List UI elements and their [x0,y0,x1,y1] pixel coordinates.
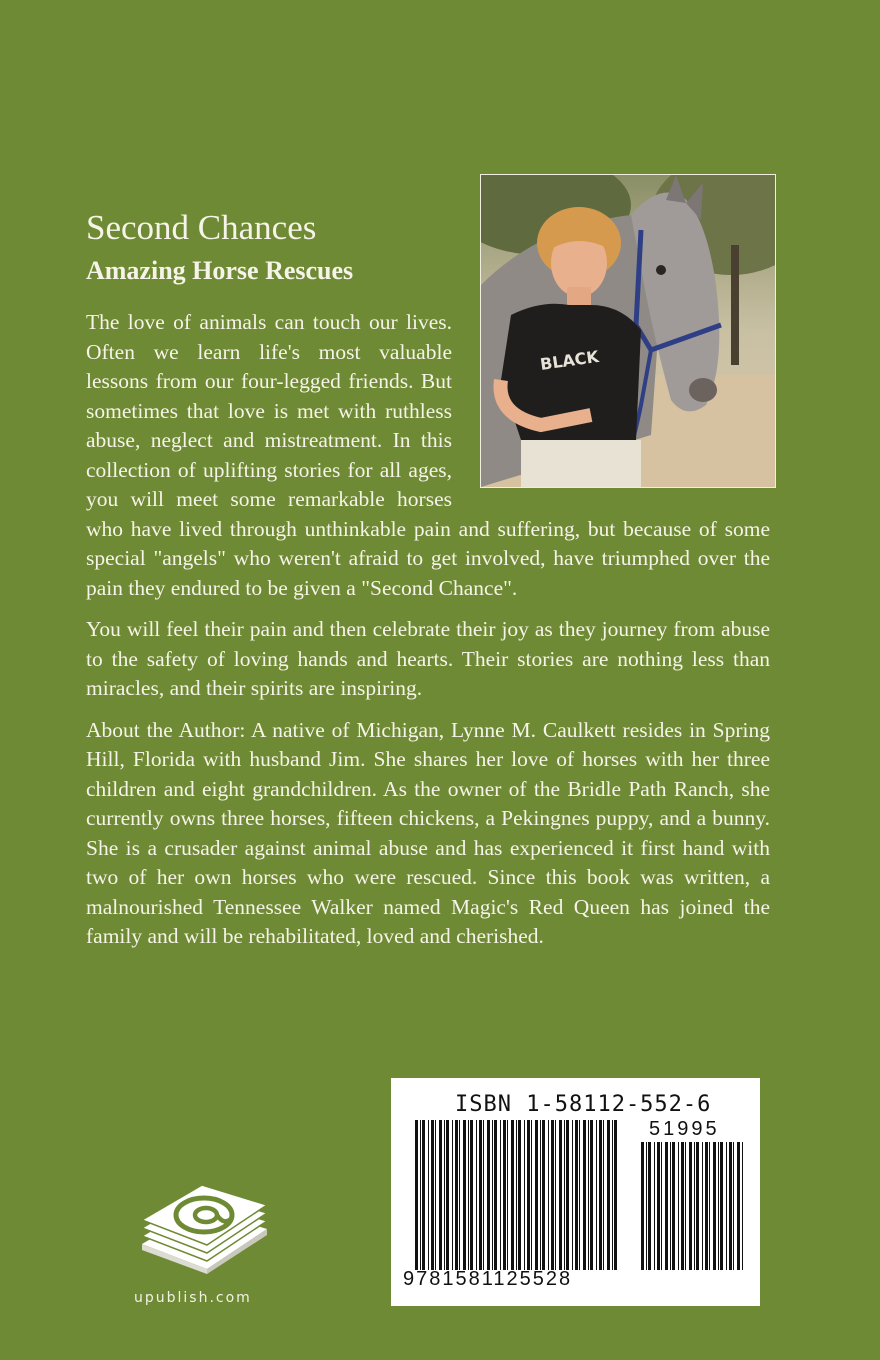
barcode-bar [705,1142,708,1270]
blurb-paragraph-2: You will feel their pain and then celebrate their joy as they journey from abuse to the safety of loving hands and hearts. Their stories are nothing less than miracles, and their spirits are inspiring. [86,617,770,700]
barcode-bar [527,1120,530,1270]
barcode-bar [463,1120,466,1270]
barcode-bar [452,1120,453,1270]
barcode-bar [596,1120,597,1270]
barcode-bar [726,1142,727,1270]
barcode-bar [479,1120,482,1270]
back-cover-blurb [86,308,770,964]
barcode-bar [459,1120,460,1270]
barcode-bar [661,1142,662,1270]
barcode-bar [654,1142,655,1270]
barcode-bar [435,1120,436,1270]
at-sign-book-stack-icon [132,1174,272,1274]
barcode-bar [483,1120,484,1270]
barcode-bar [507,1120,508,1270]
barcode-bar [670,1142,671,1270]
barcode-bar [607,1120,610,1270]
ean-digits: 9781581125528 [403,1268,573,1290]
barcode-bar [487,1120,490,1270]
barcode-bar [678,1142,679,1270]
barcode-bar [415,1120,418,1270]
barcode-bar [685,1142,686,1270]
barcode-bar [559,1120,562,1270]
barcode-bar [494,1120,497,1270]
barcode-bar [614,1120,617,1270]
barcode-bar [455,1120,458,1270]
barcode-bar [511,1120,514,1270]
blurb-paragraph-1: The love of animals can touch our lives. Often we learn life's most valuable lessons from our four-legged friends. But sometimes that love is met with ruthless abuse, neglect and mistreatment. In this collection of uplifting stories for all ages, you will meet some remarkable horses who have lived through unthinkable pain and suffering, but because of some special "angels" who weren't afraid to get involved, have triumphed over the pain they endured to be given a "Second Chance". [86,310,770,600]
barcode-bar [446,1120,449,1270]
barcode-bar [566,1120,569,1270]
barcode-bar [742,1142,743,1270]
price-code: 51995 [649,1118,720,1140]
barcode-bar [657,1142,660,1270]
barcode-bar [696,1142,699,1270]
barcode-bar [542,1120,545,1270]
barcode-bar [470,1120,473,1270]
barcode-bar [516,1120,517,1270]
barcode-bar [641,1142,644,1270]
barcode-bar [720,1142,723,1270]
barcode-bar [468,1120,469,1270]
barcode-bar [431,1120,434,1270]
barcode-bar [737,1142,740,1270]
barcode-bar [665,1142,668,1270]
barcode-bar [540,1120,541,1270]
barcode-bar [428,1120,429,1270]
barcode-bar [503,1120,506,1270]
barcode-bar [729,1142,732,1270]
barcode-bar [500,1120,501,1270]
barcode-bar [733,1142,734,1270]
barcode-bar [694,1142,695,1270]
barcode-bar [575,1120,578,1270]
barcode-bar [444,1120,445,1270]
barcode-bar [709,1142,710,1270]
barcode-bar [492,1120,493,1270]
barcode-bar [518,1120,521,1270]
barcode-bar [551,1120,554,1270]
barcode-bar [648,1142,651,1270]
barcode-bar [439,1120,442,1270]
barcode-bar [588,1120,589,1270]
barcode-bar [702,1142,703,1270]
barcode-bar [583,1120,586,1270]
barcode-bar [531,1120,532,1270]
about-author-paragraph: About the Author: A native of Michigan, Lynne M. Caulkett resides in Spring Hill, Florida with husband Jim. She shares her love of horses with her three children and eight grandchildren. As the owner of the Bridle Path Ranch, she currently owns three horses, fifteen chickens, a Pekingnes puppy, and a bunny. She is a crusader against animal abuse and has experienced it first hand with two of her own horses who were rescued. Since this book was written, a malnourished Tennessee Walker named Magic's Red Queen has joined the family and will be rehabilitated, loved and cherished. [86,717,770,948]
book-title: Second Chances [86,208,317,247]
barcode-bar [681,1142,684,1270]
barcode-bar [590,1120,593,1270]
barcode-bar [548,1120,549,1270]
barcode-bar [564,1120,565,1270]
barcode-bar [603,1120,604,1270]
barcode-bar [476,1120,477,1270]
barcode-bar [599,1120,602,1270]
publisher-name: upublish.com [134,1290,252,1306]
barcode-bar [646,1142,647,1270]
isbn-barcode [391,1078,760,1306]
book-subtitle: Amazing Horse Rescues [86,256,354,285]
isbn-label: ISBN 1-58112-552-6 [455,1092,712,1117]
barcode-bar [524,1120,525,1270]
barcode-bar [713,1142,716,1270]
barcode-bar [535,1120,538,1270]
barcode-bar [672,1142,675,1270]
barcode-bar [579,1120,580,1270]
barcode-bar [689,1142,692,1270]
barcode-bar [572,1120,573,1270]
barcode-bar [422,1120,425,1270]
barcode-bar [718,1142,719,1270]
barcode-bar [420,1120,421,1270]
barcode-bar [555,1120,556,1270]
shirt-text: BLACK [538,346,600,374]
barcode-bar [612,1120,613,1270]
